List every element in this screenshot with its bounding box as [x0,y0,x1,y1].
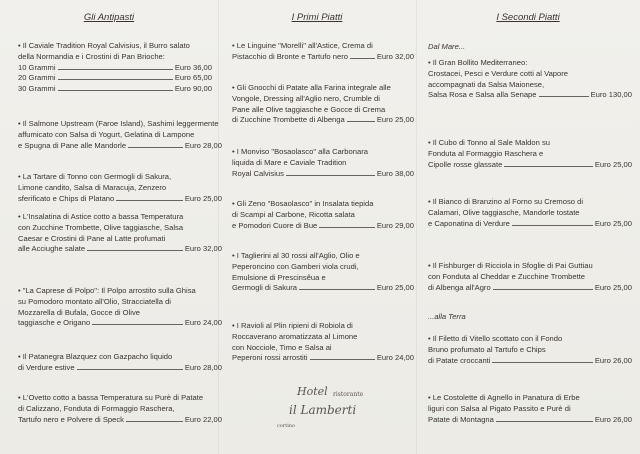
logo-cortino: cortino [277,423,296,429]
price-line [18,363,222,374]
price: Euro 32,00 [184,244,222,254]
dish-line: • L'Ovetto cotto a bassa Temperatura su Purè di Patate [18,393,204,402]
price-line [232,52,414,63]
dish-line: • Il Fishburger di Ricciola in Sfoglie di Pai Guttiau [428,261,593,270]
dish-line: • Il Gran Bollito Mediterraneo: [428,58,528,67]
price-line [428,356,632,367]
price: Euro 25,00 [376,115,414,125]
price-line [428,283,632,294]
dish-line: • Gli Zeno "Bosaolasco" in Insalata tiepida [232,199,374,208]
price: Euro 24,00 [376,353,414,363]
dish-line: • "La Caprese di Polpo": Il Polpo arrostito sulla Ghisa [18,286,196,295]
price: Euro 65,00 [174,73,212,83]
dish-caviale [18,41,212,95]
price-line [18,141,222,152]
dish-line: su Pomodoro montato all'Olio, Stracciatella di [18,296,171,306]
dish-line: con Nocciole, Timo e Salsa ai [232,342,332,352]
price-line [232,115,414,126]
antipasti-title: Gli Antipasti [83,12,135,23]
dish-line: e Pomodori Cuore di Bue [232,220,318,230]
dish-line: • I Monviso "Bosaolasco" alla Carbonara [232,147,368,156]
dish-line: di Patate croccanti [428,355,491,365]
price-line [428,415,632,426]
dish-line: liguri con Salsa al Pigato Passito e Purè di [428,403,571,413]
price: Euro 38,00 [376,168,414,178]
dish-costolette [428,393,632,425]
dish-line: • I Taglierini al 30 rossi all'Aglio, Olio e [232,251,360,260]
dish-line: di Zucchine Trombette di Albenga [232,115,345,125]
dish-line: Pane alle Olive taggiasche e Gocce di Crema [232,104,386,114]
logo-hotel: Hotel [297,385,328,398]
dish-branzino [428,197,632,229]
dish-line: • Gli Gnocchi di Patate alla Farina integrale alle [232,83,391,92]
dish-zeno [232,199,414,231]
dish-line: • Il Caviale Tradition Royal Calvisius, il Burro salato [18,41,190,50]
price: Euro 36,00 [174,62,212,72]
price-line [232,353,414,364]
primi-title: I Primi Piatti [291,12,343,23]
page-fold [416,0,417,454]
dish-filetto [428,334,632,366]
dish-line: • Le Costolette di Agnello in Panatura di Erbe [428,393,580,402]
dish-line: • Il Bianco di Branzino al Forno su Cremoso di [428,197,584,206]
dish-caprese [18,286,222,329]
dish-line: Roccaverano aromatizzata al Limone [232,331,358,341]
dish-line: • L'Insalatina di Astice cotto a bassa Temperatura [18,212,184,221]
dish-tartare [18,172,222,204]
dish-line: Salsa Rosa e Salsa alla Senape [428,90,537,100]
dish-line: Fonduta al Formaggio Raschera e [428,148,544,158]
dish-line: taggiasche e Origano [18,318,91,328]
price-line [428,219,632,230]
dish-line: di Albenga all'Agro [428,282,491,292]
price-line [428,160,632,171]
price: Euro 26,00 [594,414,632,424]
price-line [18,73,212,84]
dish-line: Limone candito, Salsa di Maracuja, Zenzero [18,182,167,192]
price: Euro 25,00 [594,159,632,169]
price: Euro 22,00 [184,414,222,424]
price-line [18,84,212,95]
dish-line: Peperoncino con Gamberi viola crudi, [232,261,359,271]
section-label-mare: Dal Mare... [428,42,466,51]
dish-ovetto [18,393,222,425]
price: Euro 25,00 [594,218,632,228]
dish-line: di Calizzano, Fonduta di Formaggio Raschera, [18,403,175,413]
dish-bollito [428,58,632,101]
dish-line: Caesar e Crostini di Pane al Latte profumati [18,233,166,243]
dish-line: • La Tartare di Tonno con Germogli di Sakura, [18,172,172,181]
dish-line: • I Ravioli al Plin ripieni di Robiola di [232,321,353,330]
dish-line: Cipolle rosse glassate [428,159,503,169]
portion-label: 30 Grammi [18,84,56,94]
price: Euro 25,00 [376,283,414,293]
dish-line: accompagnati da Salsa Maionese, [428,79,545,89]
dish-line: Vongole, Dressing all'Aglio nero, Crumble di [232,93,380,103]
dish-line: con Fonduta al Cheddar e Zucchine Trombette [428,271,586,281]
price-line [18,415,222,426]
dish-fishburger [428,261,632,293]
price: Euro 25,00 [594,282,632,292]
dish-line: Peperoni rossi arrostiti [232,353,308,363]
price: Euro 28,00 [184,362,222,372]
dish-line: • Il Salmone Upstream (Faroe Island), Sashimi leggermente [18,119,219,128]
dish-patanegra [18,352,222,374]
dish-salmone [18,119,222,151]
dish-line: alle Acciughe salate [18,244,86,254]
dish-line: di Verdure estive [18,362,75,372]
dish-line: della Normandia e i Crostini di Pan Brioche: [18,51,165,61]
dish-line: e Caponatina di Verdure [428,218,510,228]
portion-label: 20 Grammi [18,73,56,83]
dish-ravioli [232,321,414,364]
price-line [232,169,414,180]
hotel-logo [275,383,375,433]
dish-line: con Zucchine Trombette, Olive taggiasche, Salsa [18,222,184,232]
price-line [232,221,414,232]
dish-monviso [232,147,414,179]
price: Euro 130,00 [590,90,632,100]
dish-line: di Scampi al Carbone, Ricotta salata [232,209,355,219]
dish-line: e Spugna di Pane alle Mandorle [18,140,127,150]
price: Euro 29,00 [376,220,414,230]
price-line [232,283,414,294]
dish-line: • Le Linguine "Morelli" all'Astice, Crema di [232,41,373,50]
dish-linguine [232,41,414,63]
dish-line: Germogli di Sakura [232,283,297,293]
dish-line: Crostacei, Pesci e Verdure cotti al Vapore [428,68,568,78]
dish-line: Tartufo nero e Polvere di Speck [18,414,124,424]
dish-line: Calamari, Olive taggiasche, Mandorle tostate [428,207,580,217]
dish-insalatina [18,212,222,255]
dish-line: sferificato e Chips di Platano [18,193,115,203]
price: Euro 28,00 [184,140,222,150]
price-line [18,244,222,255]
dish-line: • Il Filetto di Vitello scottato con il Fondo [428,334,563,343]
section-label-terra: ...alla Terra [428,312,466,321]
dish-line: • Il Patanegra Blazquez con Gazpacho liquido [18,352,173,361]
price-line [428,90,632,101]
dish-taglierini [232,251,414,294]
dish-line: Pistacchio di Bronte e Tartufo nero [232,51,348,61]
price: Euro 90,00 [174,84,212,94]
dish-line: affumicato con Salsa di Yogurt, Gelatina di Lampone [18,129,195,139]
dish-line: Emulsione di Prescinsêua e [232,272,326,282]
price-line [18,318,222,329]
price-line [18,63,212,74]
price: Euro 25,00 [184,193,222,203]
logo-name: il Lamberti [289,403,357,417]
dish-line: Bruno profumato al Tartufo e Chips [428,344,546,354]
dish-line: • Il Cubo di Tonno al Sale Maldon su [428,138,550,147]
price-line [18,194,222,205]
dish-cubo-tonno [428,138,632,170]
price: Euro 26,00 [594,355,632,365]
dish-line: Royal Calvisius [232,168,284,178]
dish-line: Mozzarella di Bufala, Gocce di Olive [18,307,140,317]
secondi-title: I Secondi Piatti [496,12,560,23]
price: Euro 24,00 [184,318,222,328]
portion-label: 10 Grammi [18,62,56,72]
logo-ristorante: ristorante [333,391,364,398]
dish-line: Patate di Montagna [428,414,494,424]
dish-line: liquida di Mare e Caviale Tradition [232,157,347,167]
price: Euro 32,00 [376,51,414,61]
dish-gnocchi [232,83,414,126]
